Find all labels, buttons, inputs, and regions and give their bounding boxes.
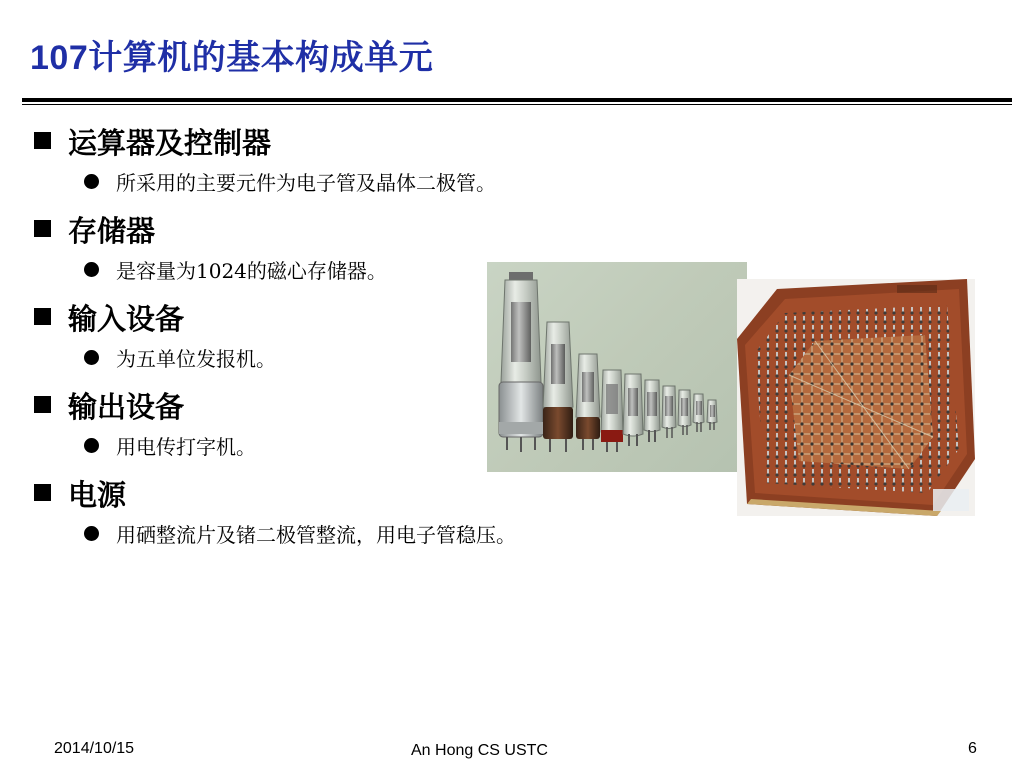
bullet-heading <box>34 206 734 250</box>
square-bullet-icon <box>34 396 51 413</box>
heading-text: 运算器及控制器 <box>68 126 272 160</box>
heading-text: 输入设备 <box>68 302 185 336</box>
round-bullet-icon <box>84 350 99 365</box>
round-bullet-icon <box>84 438 99 453</box>
heading-text: 存储器 <box>68 214 156 248</box>
slide-title: 107计算机的基本构成单元 <box>30 39 434 77</box>
footer-author: An Hong CS USTC <box>411 742 548 759</box>
core-memory-illustration <box>737 279 975 516</box>
round-bullet-icon <box>84 262 99 277</box>
round-bullet-icon <box>84 526 99 541</box>
square-bullet-icon <box>34 308 51 325</box>
heading-text: 输出设备 <box>68 390 185 424</box>
square-bullet-icon <box>34 220 51 237</box>
square-bullet-icon <box>34 484 51 501</box>
detail-text: 用硒整流片及锗二极管整流，用电子管稳压。 <box>116 523 516 547</box>
title-divider-thick <box>22 98 1012 102</box>
footer-date: 2014/10/15 <box>54 740 135 757</box>
vacuum-tubes-illustration <box>487 262 747 472</box>
detail-text: 是容量为1024的磁心存储器。 <box>116 259 387 283</box>
heading-text: 电源 <box>68 478 127 512</box>
detail-text: 为五单位发报机。 <box>116 347 276 371</box>
bullet-heading <box>34 118 734 162</box>
detail-text: 用电传打字机。 <box>116 435 256 459</box>
bullet-heading <box>34 470 734 514</box>
detail-text: 所采用的主要元件为电子管及晶体二极管。 <box>116 171 496 195</box>
page-number: 6 <box>968 740 977 757</box>
round-bullet-icon <box>84 174 99 189</box>
vacuum-tubes-photo <box>487 262 747 472</box>
bullet-detail <box>34 162 734 206</box>
bullet-detail <box>34 514 734 558</box>
square-bullet-icon <box>34 132 51 149</box>
magnetic-core-memory-photo <box>737 279 975 516</box>
title-divider-thin <box>22 104 1012 105</box>
